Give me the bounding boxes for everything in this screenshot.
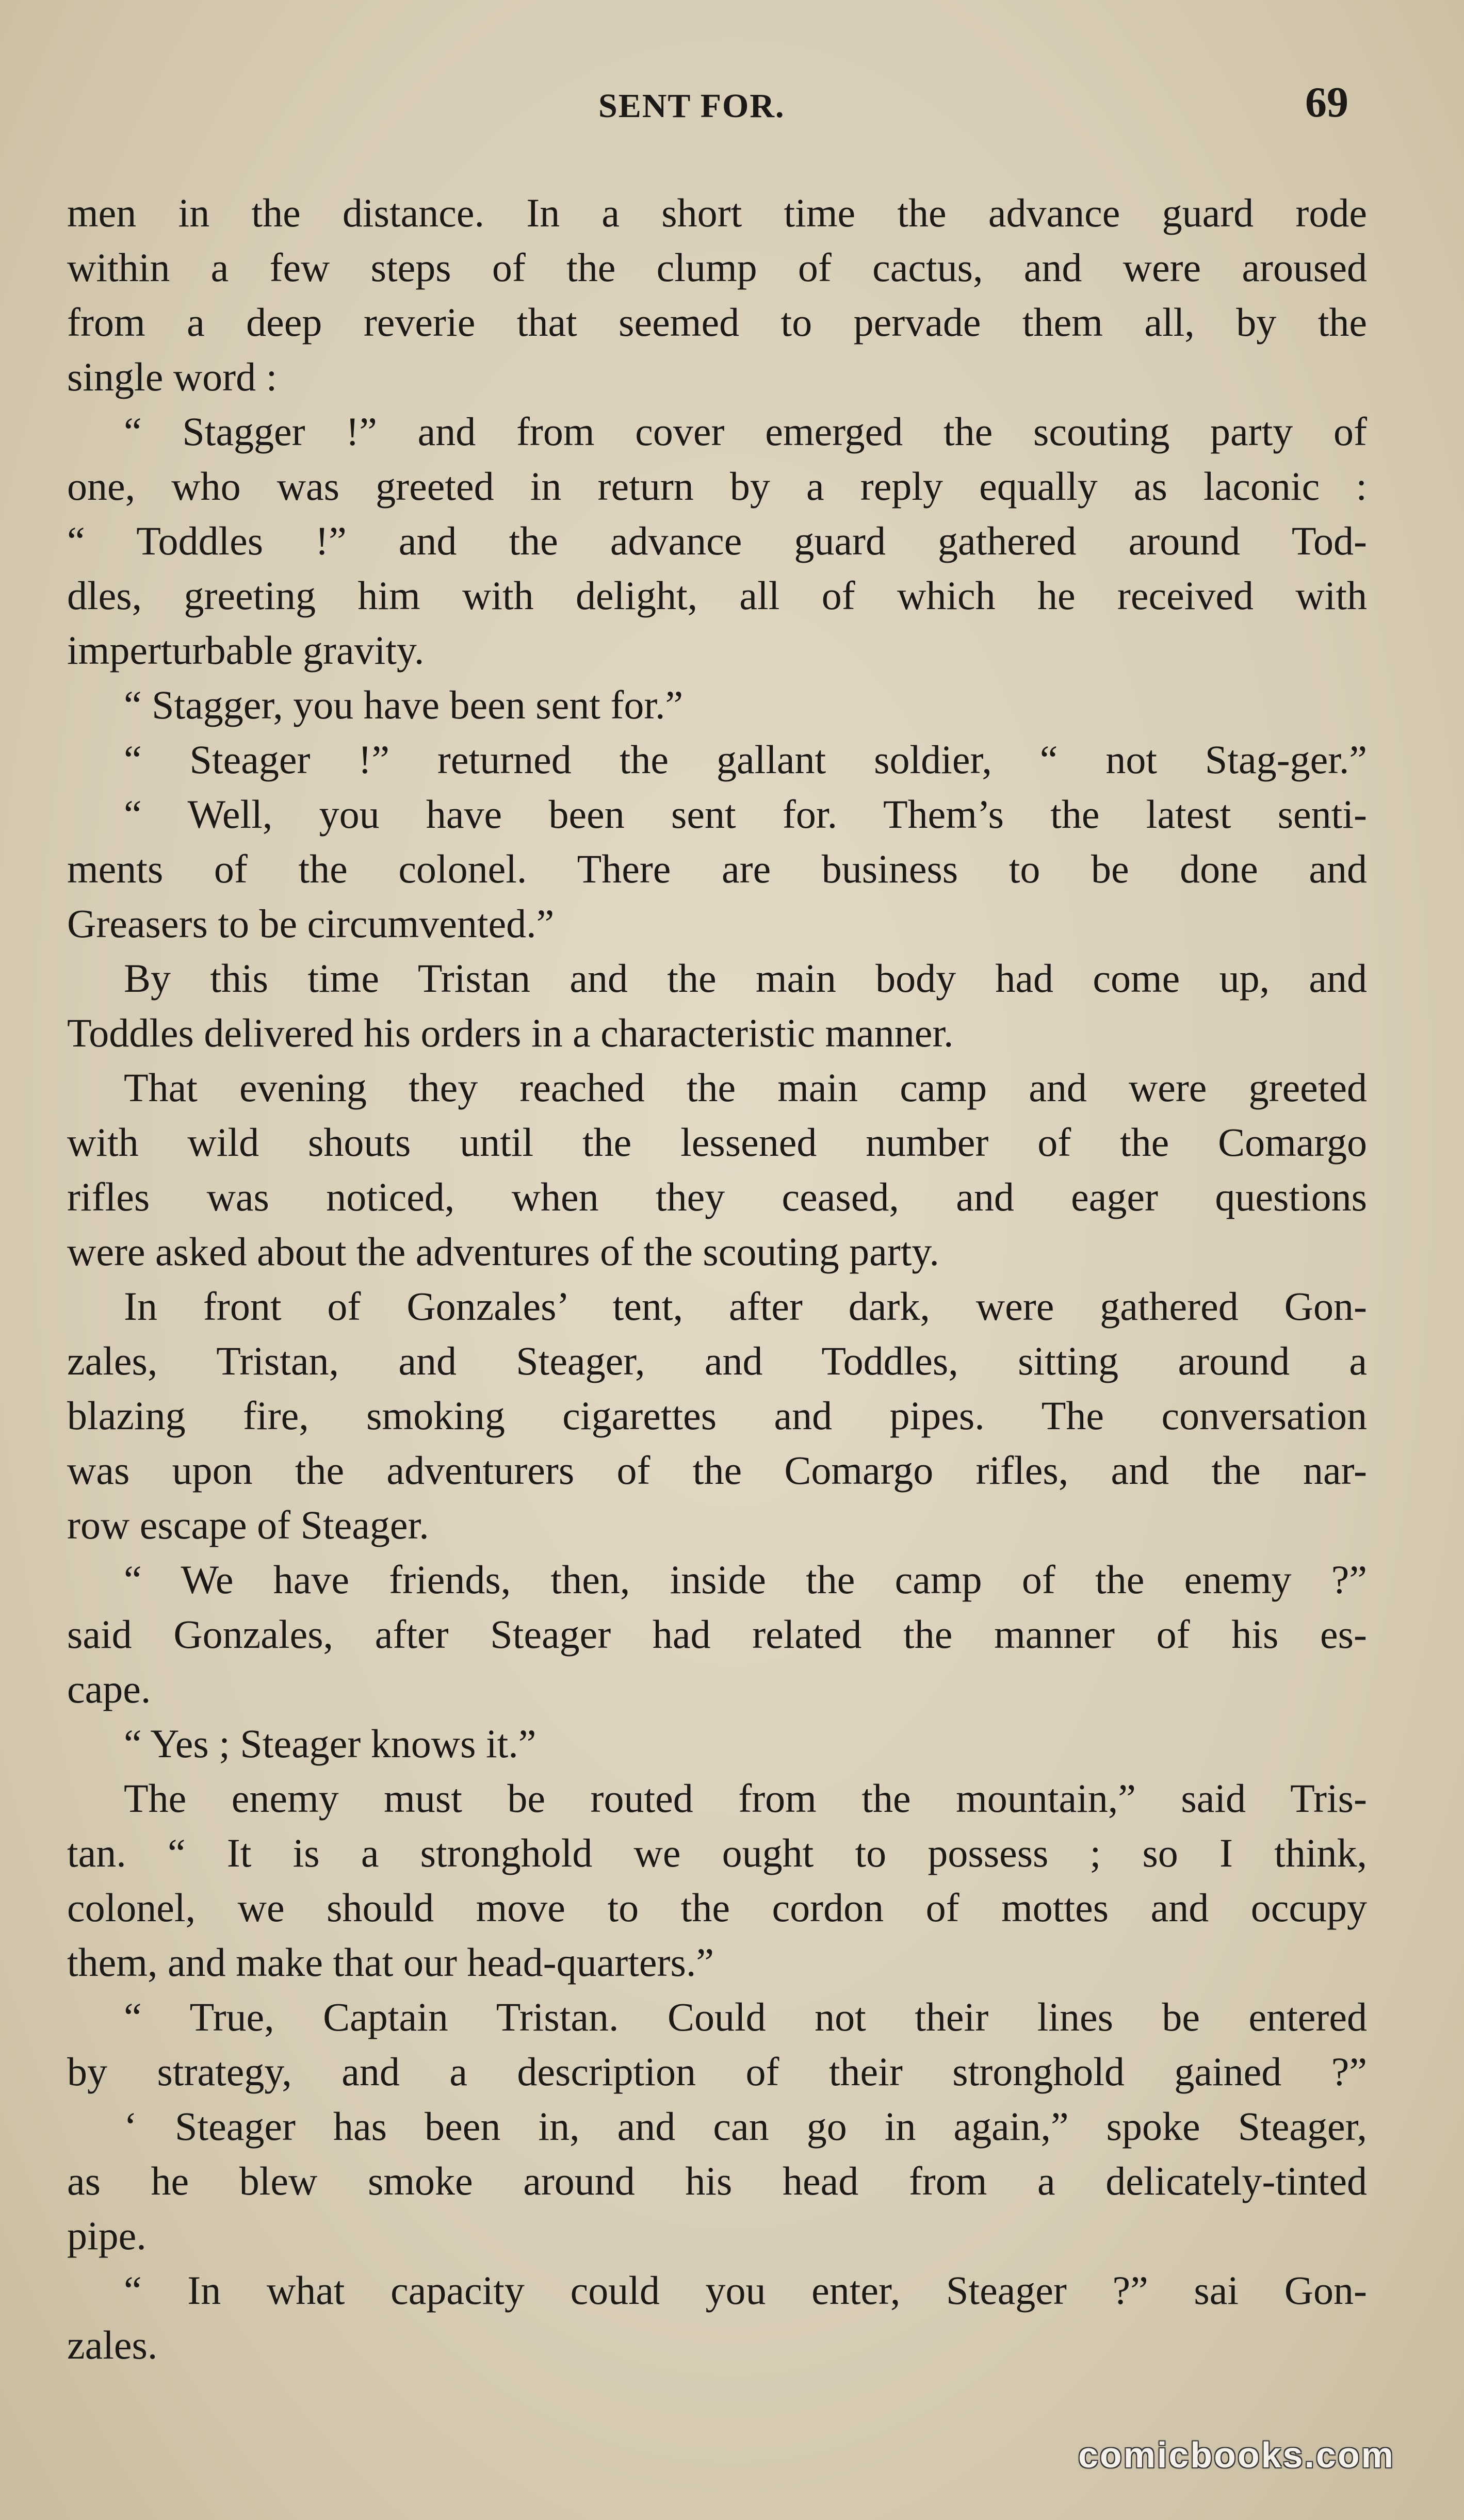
text-line: imperturbable gravity. (67, 628, 425, 673)
text-line: “ Well, you have been sent for. Them’s the latest senti- (124, 792, 1367, 837)
text-line: Greasers to be circumvented.” (67, 901, 555, 946)
text-line: was upon the adventurers of the Comargo rifles, and the nar- (67, 1448, 1367, 1493)
text-line: “ In what capacity could you enter, Steager ?” sai Gon- (124, 2268, 1367, 2313)
text-line: dles, greeting him with delight, all of which he received with (67, 573, 1367, 618)
watermark: comicbooks.com (1078, 2435, 1395, 2475)
body-text (67, 186, 1367, 2372)
text-line: them, and make that our head-quarters.” (67, 1940, 714, 1985)
text-line: tan. “ It is a stronghold we ought to possess ; so I think, (67, 1830, 1367, 1875)
text-line: one, who was greeted in return by a reply equally as laconic : (67, 464, 1367, 509)
text-line: with wild shouts until the lessened number of the Comargo (67, 1120, 1367, 1165)
text-line: “ Toddles !” and the advance guard gathered around Tod- (67, 518, 1367, 563)
text-line: In front of Gonzales’ tent, after dark, were gathered Gon- (124, 1284, 1367, 1329)
text-line: Toddles delivered his orders in a characteristic manner. (67, 1010, 954, 1055)
text-line: were asked about the adventures of the scouting party. (67, 1229, 939, 1274)
text-line: row escape of Steager. (67, 1502, 429, 1547)
text-line: zales. (67, 2322, 158, 2367)
text-line: That evening they reached the main camp and were greeted (124, 1065, 1367, 1110)
text-line: “ True, Captain Tristan. Could not their lines be entered (124, 1994, 1367, 2039)
text-line: “ We have friends, then, inside the camp of the enemy ?” (124, 1557, 1367, 1602)
text-line: said Gonzales, after Steager had related the manner of his es- (67, 1612, 1367, 1657)
text-line: by strategy, and a description of their stronghold gained ?” (67, 2049, 1367, 2094)
text-line: By this time Tristan and the main body had come up, and (124, 956, 1367, 1001)
text-line: “ Stagger !” and from cover emerged the scouting party of (124, 409, 1367, 454)
text-line: “ Steager !” returned the gallant soldier, “ not Stag-ger.” (124, 737, 1367, 782)
page-header (0, 77, 1464, 134)
text-line: men in the distance. In a short time the advance guard rode (67, 190, 1367, 235)
text-line: pipe. (67, 2213, 147, 2258)
running-head: SENT FOR. (598, 87, 785, 125)
text-line: ‘ Steager has been in, and can go in again,” spoke Steager, (124, 2104, 1367, 2149)
text-line: ments of the colonel. There are business to be done and (67, 846, 1367, 891)
text-line: The enemy must be routed from the mountain,” said Tris- (124, 1776, 1367, 1821)
text-line: “ Stagger, you have been sent for.” (124, 682, 684, 727)
text-line: rifles was noticed, when they ceased, and eager questions (67, 1174, 1367, 1219)
text-line: “ Yes ; Steager knows it.” (124, 1721, 536, 1766)
text-line: cape. (67, 1666, 151, 1711)
text-line: from a deep reverie that seemed to pervade them all, by the (67, 300, 1367, 345)
text-line: single word : (67, 354, 278, 399)
page-number: 69 (1305, 78, 1348, 126)
text-line: blazing fire, smoking cigarettes and pipes. The conversation (67, 1393, 1367, 1438)
text-line: colonel, we should move to the cordon of mottes and occupy (67, 1885, 1367, 1930)
text-line: within a few steps of the clump of cactus, and were aroused (67, 245, 1367, 290)
text-line: zales, Tristan, and Steager, and Toddles, sitting around a (67, 1338, 1367, 1383)
text-line: as he blew smoke around his head from a delicately-tinted (67, 2158, 1367, 2203)
